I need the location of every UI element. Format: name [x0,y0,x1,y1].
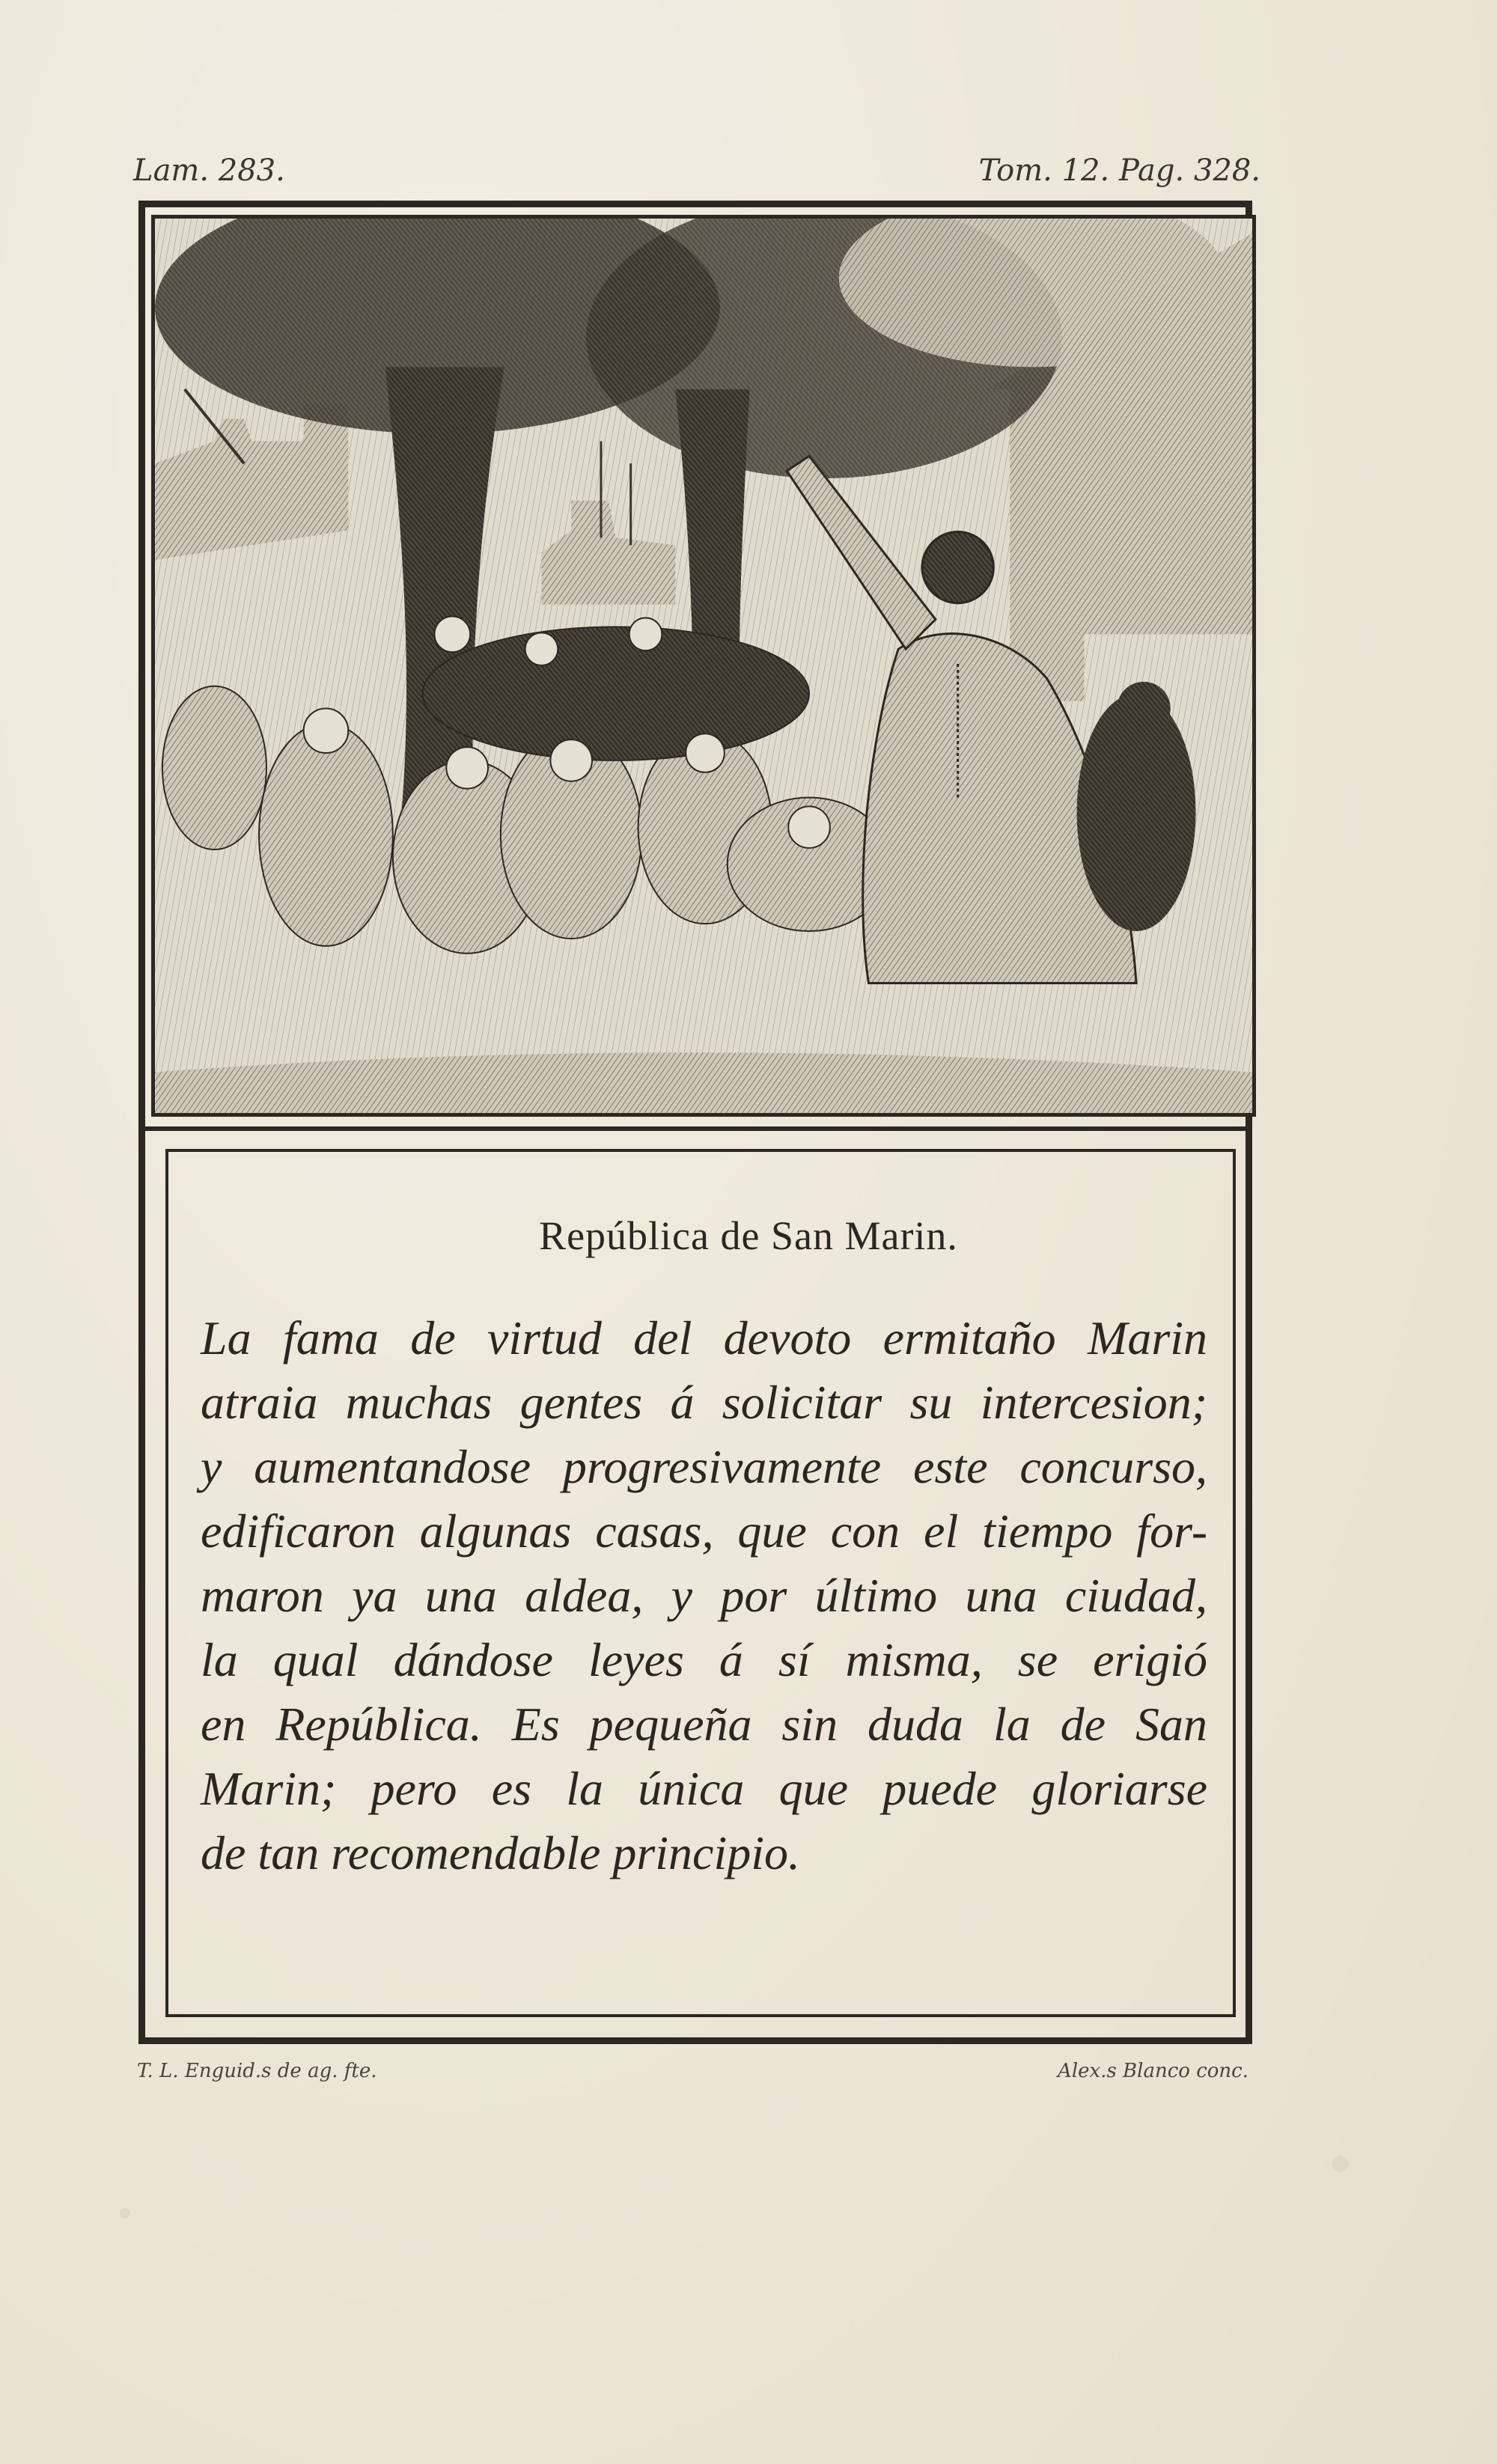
volume-page: Tom. 12. Pag. 328. [978,153,1260,188]
caption-line: La fama de virtud del devoto ermitaño Marin [201,1311,1207,1364]
caption-line: edificaron algunas casas, que con el tiempo for- [201,1504,1207,1558]
caption-line: y aumentandose progresivamente este concurso, [201,1440,1207,1493]
plate-number: Lam. 283. [133,153,285,188]
engraving-scene [155,219,1252,1113]
caption-line: en República. Es pequeña sin duda la de San [201,1698,1207,1751]
paper-stain [1332,2156,1349,2172]
paper-stain [120,2208,130,2218]
caption-line: atraia muchas gentes á solicitar su intercesion; [201,1376,1207,1429]
engraving-illustration [151,215,1256,1117]
caption-line: de tan recomendable principio. [201,1826,800,1879]
engraver-credit: Alex.s Blanco conc. [1058,2060,1248,2082]
artist-credit: T. L. Enguid.s de ag. fte. [137,2060,377,2082]
caption-line: la qual dándose leyes á sí misma, se erigió [201,1633,1207,1686]
caption-body [201,1306,1207,1885]
separator-rule [138,1126,1252,1131]
caption-line: maron ya una aldea, y por último una ciudad, [201,1569,1207,1622]
caption-title: República de San Marin. [539,1213,958,1258]
caption-line: Marin; pero es la única que puede gloriarse [201,1762,1207,1815]
